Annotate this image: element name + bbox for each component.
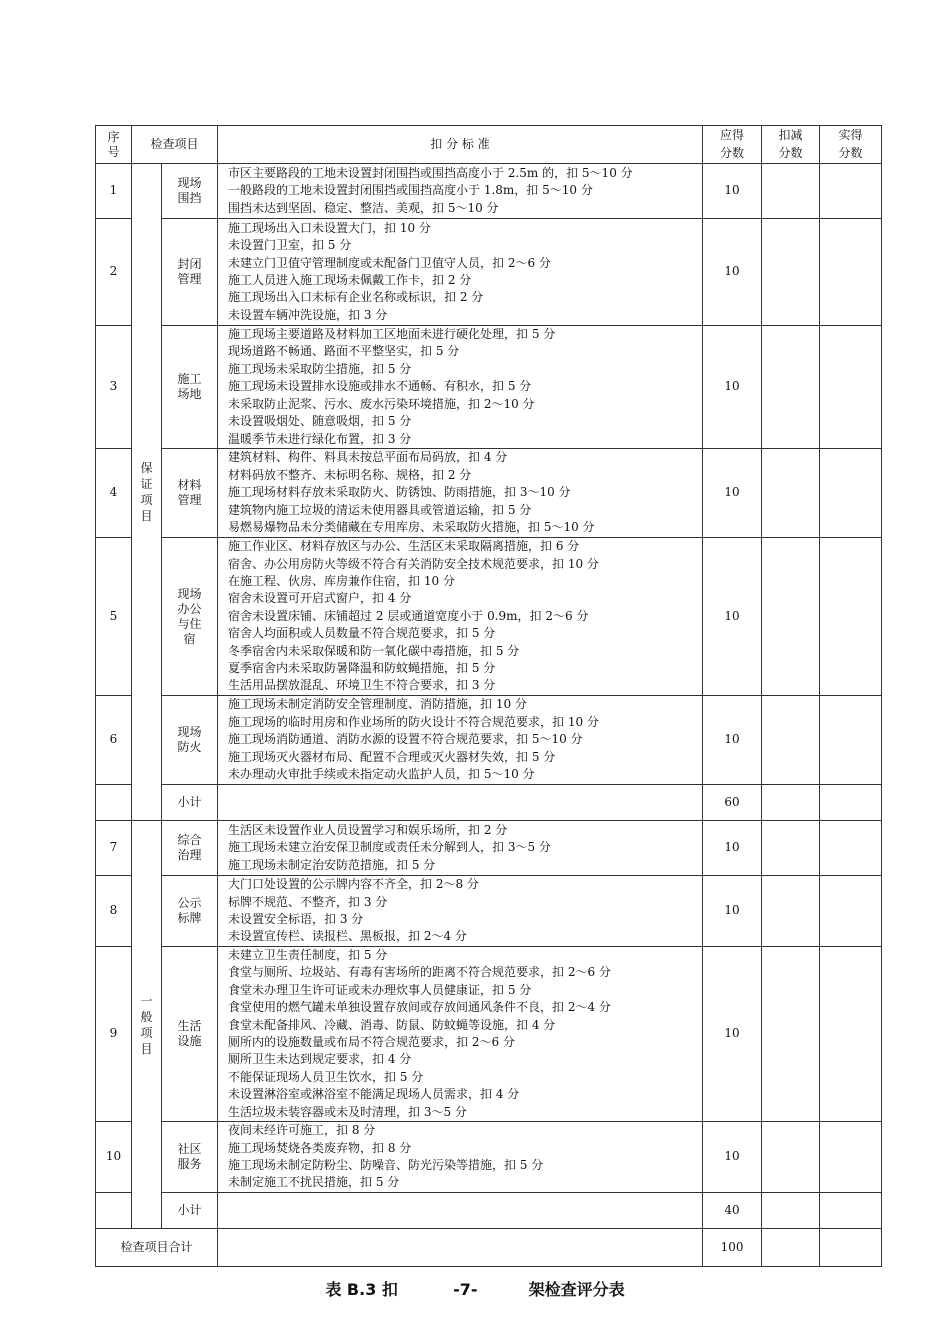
standard-line: 施工现场出入口未设置大门，扣 10 分 xyxy=(228,220,431,235)
standard-line: 生活区未设置作业人员设置学习和娱乐场所，扣 2 分 xyxy=(228,822,508,837)
deduction-standard xyxy=(218,164,703,219)
deduction-standard xyxy=(218,821,703,876)
standard-line: 未办理动火审批手续或未指定动火监护人员，扣 5～10 分 xyxy=(228,767,535,782)
row-number: 5 xyxy=(96,538,132,696)
actual-score xyxy=(820,219,882,326)
standard-line: 现场道路不畅通、路面不平整坚实，扣 5 分 xyxy=(228,344,460,359)
standard-line: 施工现场灭火器材布局、配置不合理或灭火器材失效，扣 5 分 xyxy=(228,749,556,764)
deduction-standard xyxy=(218,785,703,821)
total-row xyxy=(96,1229,882,1267)
deducted-score xyxy=(762,449,820,538)
standard-line: 未建立卫生责任制度，扣 5 分 xyxy=(228,948,388,962)
deducted-score xyxy=(762,164,820,219)
standard-line: 未建立门卫值守管理制度或未配备门卫值守人员，扣 2～6 分 xyxy=(228,255,551,270)
header-deduct-text: 扣减 分数 xyxy=(778,128,803,160)
deducted-score xyxy=(762,219,820,326)
total-label: 检查项目合计 xyxy=(96,1229,218,1267)
due-score: 10 xyxy=(703,876,762,947)
actual-score xyxy=(820,164,882,219)
row-number: 7 xyxy=(96,821,132,876)
deduction-standard xyxy=(218,1122,703,1193)
standard-line: 施工现场未设置排水设施或排水不通畅、有积水，扣 5 分 xyxy=(228,379,532,394)
deduction-standard xyxy=(218,326,703,449)
check-item-label: 公示 标牌 xyxy=(177,896,202,925)
standard-line: 食堂未办理卫生许可证或未办理炊事人员健康证，扣 5 分 xyxy=(228,982,532,997)
standard-line: 施工人员进入施工现场未佩戴工作卡，扣 2 分 xyxy=(228,273,472,287)
standard-line: 市区主要路段的工地未设置封闭围挡或围挡高度小于 2.5m 的，扣 5～10 分 xyxy=(228,165,633,180)
deduction-standard xyxy=(218,449,703,538)
deducted-score xyxy=(762,876,820,947)
standard-line: 施工作业区、材料存放区与办公、生活区未采取隔离措施，扣 6 分 xyxy=(228,539,580,554)
standard-line: 宿舍人均面积或人员数量不符合规范要求，扣 5 分 xyxy=(228,626,496,641)
table-row xyxy=(96,164,882,219)
row-number: 10 xyxy=(96,1122,132,1193)
standard-line: 建筑物内施工垃圾的清运未使用器具或管道运输，扣 5 分 xyxy=(228,502,532,517)
check-item-label: 材料 管理 xyxy=(177,478,202,507)
check-item-label: 封闭 管理 xyxy=(177,257,202,286)
header-check-item: 检查项目 xyxy=(132,126,218,164)
row-number: 8 xyxy=(96,876,132,947)
standard-line: 生活用品摆放混乱、环境卫生不符合要求，扣 3 分 xyxy=(228,678,496,693)
due-score: 10 xyxy=(703,326,762,449)
caption-right: 架检查评分表 xyxy=(528,1280,625,1299)
standard-line: 施工现场材料存放未采取防火、防锈蚀、防雨措施，扣 3～10 分 xyxy=(228,485,571,500)
check-item-label: 施工 场地 xyxy=(177,372,202,401)
row-number xyxy=(96,785,132,821)
row-number: 4 xyxy=(96,449,132,538)
subtotal-score: 60 xyxy=(703,785,762,821)
standard-line: 夜间未经许可施工，扣 8 分 xyxy=(228,1123,376,1138)
due-score: 10 xyxy=(703,821,762,876)
check-item-name xyxy=(162,219,218,326)
header-seq-text: 序 号 xyxy=(107,129,120,159)
row-number: 1 xyxy=(96,164,132,219)
table-row xyxy=(96,821,882,876)
due-score: 10 xyxy=(703,947,762,1122)
subtotal-row xyxy=(96,1193,882,1229)
deducted-score xyxy=(762,1229,820,1267)
due-score: 10 xyxy=(703,1122,762,1193)
due-score: 10 xyxy=(703,696,762,785)
standard-line: 施工现场主要道路及材料加工区地面未进行硬化处理，扣 5 分 xyxy=(228,327,556,342)
row-number: 3 xyxy=(96,326,132,449)
table-row xyxy=(96,696,882,785)
due-score: 10 xyxy=(703,449,762,538)
header-deduct xyxy=(762,126,820,164)
deduction-standard xyxy=(218,696,703,785)
check-item-name xyxy=(162,821,218,876)
header-due xyxy=(703,126,762,164)
deduction-standard xyxy=(218,538,703,696)
check-item-label: 社区 服务 xyxy=(177,1142,202,1172)
scoring-table xyxy=(95,125,882,1267)
subtotal-label: 小计 xyxy=(162,1193,218,1229)
deduction-standard xyxy=(218,876,703,947)
subtotal-row xyxy=(96,785,882,821)
standard-line: 温暖季节未进行绿化布置，扣 3 分 xyxy=(228,431,412,446)
header-actual-text: 实得 分数 xyxy=(838,128,863,160)
actual-score xyxy=(820,785,882,821)
deduction-standard xyxy=(218,1229,703,1267)
table-body xyxy=(96,126,882,1267)
standard-line: 未设置淋浴室或淋浴室不能满足现场人员需求，扣 4 分 xyxy=(228,1087,520,1102)
standard-line: 未采取防止泥浆、污水、废水污染环境措施，扣 2～10 分 xyxy=(228,396,535,411)
header-actual xyxy=(820,126,882,164)
group-guarantee-label: 保证项目 xyxy=(140,461,153,523)
actual-score xyxy=(820,821,882,876)
deducted-score xyxy=(762,326,820,449)
table-row xyxy=(96,947,882,1122)
standard-line: 施工现场未采取防尘措施，扣 5 分 xyxy=(228,361,412,376)
deduction-standard xyxy=(218,1193,703,1229)
subtotal-label: 小计 xyxy=(162,785,218,821)
standard-line: 宿舍未设置床铺、床铺超过 2 层或通道宽度小于 0.9m，扣 2～6 分 xyxy=(228,608,589,623)
deduction-standard xyxy=(218,219,703,326)
standard-line: 不能保证现场人员卫生饮水，扣 5 分 xyxy=(228,1069,424,1084)
standard-line: 在施工程、伙房、库房兼作住宿，扣 10 分 xyxy=(228,573,455,588)
deducted-score xyxy=(762,821,820,876)
check-item-name xyxy=(162,538,218,696)
actual-score xyxy=(820,696,882,785)
standard-line: 生活垃圾未装容器或未及时清理，扣 3～5 分 xyxy=(228,1104,467,1119)
row-number: 6 xyxy=(96,696,132,785)
standard-line: 厕所内的设施数量或布局不符合规范要求，扣 2～6 分 xyxy=(228,1035,515,1050)
standard-line: 施工现场未制定治安防范措施，扣 5 分 xyxy=(228,857,436,872)
header-standard: 扣 分 标 准 xyxy=(218,126,703,164)
table-row xyxy=(96,538,882,696)
actual-score xyxy=(820,449,882,538)
row-number: 9 xyxy=(96,947,132,1122)
subtotal-score: 40 xyxy=(703,1193,762,1229)
total-score: 100 xyxy=(703,1229,762,1267)
standard-line: 施工现场的临时用房和作业场所的防火设计不符合规范要求，扣 10 分 xyxy=(228,714,599,729)
standard-line: 食堂与厕所、垃圾站、有毒有害场所的距离不符合规范要求，扣 2～6 分 xyxy=(228,965,611,980)
actual-score xyxy=(820,1229,882,1267)
check-item-name xyxy=(162,876,218,947)
table-row xyxy=(96,449,882,538)
group-general-label: 一般项目 xyxy=(140,993,153,1056)
standard-line: 冬季宿舍内未采取保暖和防一氧化碳中毒措施，扣 5 分 xyxy=(228,643,520,658)
actual-score xyxy=(820,876,882,947)
check-item-label: 综合 治理 xyxy=(177,833,202,862)
page-number: -7- xyxy=(453,1280,478,1299)
standard-line: 建筑材料、构件、料具未按总平面布局码放，扣 4 分 xyxy=(228,450,508,465)
check-item-label: 现场 防火 xyxy=(177,725,202,754)
deducted-score xyxy=(762,785,820,821)
deducted-score xyxy=(762,1122,820,1193)
check-item-name xyxy=(162,947,218,1122)
table-caption xyxy=(0,1277,950,1300)
deducted-score xyxy=(762,947,820,1122)
actual-score xyxy=(820,326,882,449)
due-score: 10 xyxy=(703,219,762,326)
actual-score xyxy=(820,1193,882,1229)
header-seq xyxy=(96,126,132,164)
actual-score xyxy=(820,947,882,1122)
standard-line: 未设置安全标语，扣 3 分 xyxy=(228,912,364,926)
standard-line: 施工现场未建立治安保卫制度或责任未分解到人，扣 3～5 分 xyxy=(228,840,551,855)
due-score: 10 xyxy=(703,164,762,219)
deducted-score xyxy=(762,538,820,696)
actual-score xyxy=(820,538,882,696)
check-item-name xyxy=(162,164,218,219)
standard-line: 宿舍未设置可开启式窗户，扣 4 分 xyxy=(228,591,412,606)
table-row xyxy=(96,219,882,326)
header-row xyxy=(96,126,882,164)
standard-line: 施工现场未制定防粉尘、防噪音、防光污染等措施，扣 5 分 xyxy=(228,1158,544,1173)
check-item-name xyxy=(162,449,218,538)
row-number: 2 xyxy=(96,219,132,326)
table-row xyxy=(96,1122,882,1193)
header-due-text: 应得 分数 xyxy=(720,128,745,160)
check-item-label: 现场 围挡 xyxy=(177,176,202,205)
deducted-score xyxy=(762,1193,820,1229)
actual-score xyxy=(820,1122,882,1193)
standard-line: 易燃易爆物品未分类储藏在专用库房、未采取防火措施，扣 5～10 分 xyxy=(228,520,595,535)
standard-line: 未制定施工不扰民措施，扣 5 分 xyxy=(228,1175,400,1190)
standard-line: 施工现场消防通道、消防水源的设置不符合规范要求，扣 5～10 分 xyxy=(228,732,583,747)
standard-line: 未设置吸烟处、随意吸烟，扣 5 分 xyxy=(228,414,412,429)
standard-line: 食堂使用的燃气罐未单独设置存放间或存放间通风条件不良，扣 2～4 分 xyxy=(228,1000,611,1015)
row-number xyxy=(96,1193,132,1229)
group-general xyxy=(132,821,162,1229)
caption-left: 表 B.3 扣 xyxy=(325,1280,398,1299)
standard-line: 未设置宣传栏、读报栏、黑板报，扣 2～4 分 xyxy=(228,929,467,944)
standard-line: 宿舍、办公用房防火等级不符合有关消防安全技术规范要求，扣 10 分 xyxy=(228,556,599,571)
standard-line: 施工现场出入口未标有企业名称或标识，扣 2 分 xyxy=(228,290,484,305)
standard-line: 厕所卫生未达到规定要求，扣 4 分 xyxy=(228,1052,412,1067)
check-item-name xyxy=(162,1122,218,1193)
check-item-name xyxy=(162,326,218,449)
group-guarantee xyxy=(132,164,162,821)
standard-line: 围挡未达到坚固、稳定、整洁、美观，扣 5～10 分 xyxy=(228,200,499,215)
standard-line: 食堂未配备排风、冷藏、消毒、防鼠、防蚊蝇等设施，扣 4 分 xyxy=(228,1017,556,1032)
check-item-label: 现场 办公 与住 宿 xyxy=(177,586,202,646)
deducted-score xyxy=(762,696,820,785)
check-item-label: 生活 设施 xyxy=(177,1019,202,1049)
standard-line: 材料码放不整齐、未标明名称、规格，扣 2 分 xyxy=(228,467,472,482)
standard-line: 一般路段的工地未设置封闭围挡或围挡高度小于 1.8m，扣 5～10 分 xyxy=(228,183,593,198)
standard-line: 大门口处设置的公示牌内容不齐全，扣 2～8 分 xyxy=(228,877,479,892)
table-row xyxy=(96,876,882,947)
standard-line: 标牌不规范、不整齐，扣 3 分 xyxy=(228,894,388,909)
standard-line: 施工现场未制定消防安全管理制度、消防措施，扣 10 分 xyxy=(228,697,527,712)
standard-line: 未设置车辆冲洗设施，扣 3 分 xyxy=(228,307,388,322)
standard-line: 施工现场焚烧各类废弃物，扣 8 分 xyxy=(228,1140,412,1155)
due-score: 10 xyxy=(703,538,762,696)
standard-line: 夏季宿舍内未采取防暑降温和防蚊蝇措施，扣 5 分 xyxy=(228,661,496,676)
check-item-name xyxy=(162,696,218,785)
table-row xyxy=(96,326,882,449)
deduction-standard xyxy=(218,947,703,1122)
standard-line: 未设置门卫室，扣 5 分 xyxy=(228,238,352,253)
